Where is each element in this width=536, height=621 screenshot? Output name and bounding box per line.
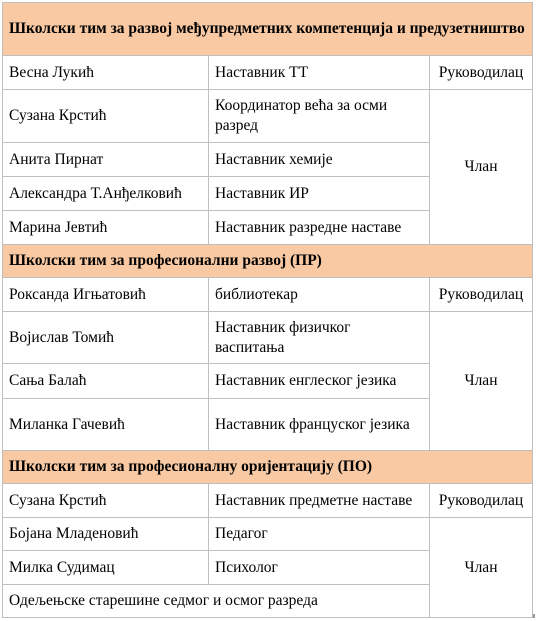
- section-header-row: [3, 3, 533, 56]
- member-position: Наставник француског језика: [209, 399, 430, 451]
- member-name: Марина Јевтић: [3, 211, 209, 245]
- member-role: Члан: [430, 518, 533, 618]
- member-role: Члан: [430, 90, 533, 245]
- table-row: [3, 56, 533, 90]
- member-position: Наставник хемије: [209, 143, 430, 177]
- member-name: Сузана Крстић: [3, 90, 209, 143]
- section-header-row: [3, 245, 533, 278]
- member-name: Сузана Крстић: [3, 484, 209, 518]
- member-position: библиотекар: [209, 278, 430, 312]
- table-row: [3, 312, 533, 364]
- member-name: Александра Т.Анђелковић: [3, 177, 209, 211]
- member-position: Наставник физичког васпитања: [209, 312, 430, 364]
- teams-table: [2, 2, 533, 618]
- table-row: [3, 518, 533, 551]
- table-row: [3, 278, 533, 312]
- member-role: Руководилац: [430, 484, 533, 518]
- section-header-row: [3, 451, 533, 484]
- section-title: Школски тим за развој међупредметних компетенција и предузетништво: [3, 3, 533, 56]
- member-position: Координатор већа за осми разред: [209, 90, 430, 143]
- member-name: Весна Лукић: [3, 56, 209, 90]
- member-name: Војислав Томић: [3, 312, 209, 364]
- member-position: Наставник предметне наставе: [209, 484, 430, 518]
- member-name: Милка Судимац: [3, 551, 209, 585]
- member-role: Члан: [430, 312, 533, 451]
- member-name: Бојана Младеновић: [3, 518, 209, 551]
- corner-mark: [533, 614, 535, 618]
- member-name: Анита Пирнат: [3, 143, 209, 177]
- member-role: Руководилац: [430, 56, 533, 90]
- member-role: Руководилац: [430, 278, 533, 312]
- member-position: Наставник ИР: [209, 177, 430, 211]
- member-position: Наставник разредне наставе: [209, 211, 430, 245]
- member-position: Наставник енглеског језика: [209, 364, 430, 399]
- member-position: Психолог: [209, 551, 430, 585]
- member-name: Миланка Гачевић: [3, 399, 209, 451]
- table-row: [3, 484, 533, 518]
- homeroom-teachers-row: Одељењске старешине седмог и осмог разреда: [3, 585, 430, 618]
- member-position: Педагог: [209, 518, 430, 551]
- section-title: Школски тим за професионалну оријентацију (ПО): [3, 451, 533, 484]
- section-title: Школски тим за професионални развој (ПР): [3, 245, 533, 278]
- table-row: [3, 90, 533, 143]
- member-position: Наставник ТТ: [209, 56, 430, 90]
- member-name: Роксанда Игњатовић: [3, 278, 209, 312]
- member-name: Сања Балаћ: [3, 364, 209, 399]
